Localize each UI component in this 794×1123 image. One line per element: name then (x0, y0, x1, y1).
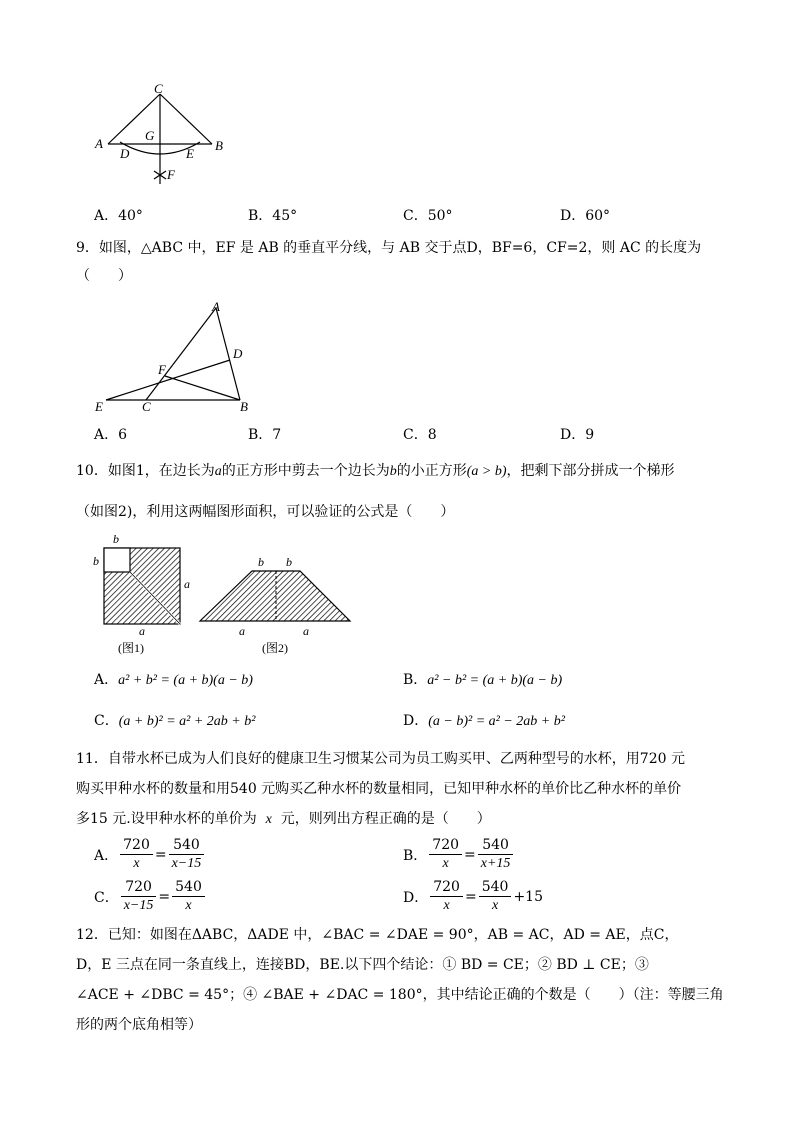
q12-text-line2: D，E 三点在同一条直线上，连接BD，BE.以下四个结论：① BD = CE；② BD ⊥ CE；③ (76, 957, 649, 973)
q10-option-d-formula: (a − b)² = a² − 2ab + b² (428, 714, 565, 729)
q8-label-d: D (120, 146, 130, 161)
q9-text-line2: （ ） (76, 268, 132, 284)
q11-option-b[interactable]: B． $\frac{720}{x}$ = $\frac{540}{x+15}$ (403, 837, 515, 872)
q8-label-a: A (95, 136, 103, 151)
q10-option-c[interactable]: C．(a + b)² = a² + 2ab + b² (94, 713, 256, 729)
q10-text-part4: ，把剩下部分拼成一个梯形 (506, 463, 675, 479)
q8-label-f: F (167, 167, 175, 182)
q11-text-line1: 11．自带水杯已成为人们良好的健康卫生习惯某公司为员工购买甲、乙两种型号的水杯，用720 元 (76, 751, 685, 767)
q9-label-a: A (212, 299, 220, 314)
q8-label-g: G (145, 128, 155, 143)
q10-figures (88, 528, 358, 658)
q9-label-c: C (142, 399, 151, 414)
q11-text-line2: 购买甲种水杯的数量和用540 元购买乙种水杯的数量相同，已知甲种水杯的单价比乙种水杯的单价 (76, 781, 682, 797)
q10-text-part3: 的小正方形 (396, 463, 467, 479)
q10-condition: (a > b) (466, 464, 507, 479)
q8-option-b[interactable]: B．45° (248, 208, 298, 224)
q9-option-d[interactable]: D．9 (560, 427, 595, 443)
q8-label-e: E (186, 146, 194, 161)
q10-fig2-caption: (图2) (262, 641, 288, 655)
q12-text-line1: 12．已知：如图在ΔABC，ΔADE 中，∠BAC = ∠DAE = 90°，AB = AC，AD = AE，点C， (76, 927, 679, 943)
q9-label-d: D (233, 346, 243, 361)
q10-option-d[interactable]: D．(a − b)² = a² − 2ab + b² (403, 713, 565, 729)
q10-text-part1: 10．如图1，在边长为 (76, 463, 215, 479)
q10-option-b-formula: a² − b² = (a + b)(a − b) (427, 673, 563, 688)
q9-option-a[interactable]: A．6 (94, 427, 128, 443)
q10-fig1-small-square (104, 548, 130, 572)
q9-line-ed (106, 360, 230, 400)
q10-var-a: a (214, 464, 222, 479)
q8-option-d[interactable]: D．60° (560, 208, 611, 224)
q10-var-b: b (389, 464, 397, 479)
q9-label-b: B (240, 399, 248, 414)
q10-fig2-label-top-left: b (258, 555, 264, 569)
q9-option-c[interactable]: C．8 (403, 427, 437, 443)
q8-label-c: C (154, 81, 163, 96)
q10-fig1-label-top: b (113, 532, 119, 546)
q10-text-line1 (76, 461, 675, 482)
q10-option-c-formula: (a + b)² = a² + 2ab + b² (118, 714, 256, 729)
q8-option-a[interactable]: A．40° (94, 208, 143, 224)
q11-text-line3: 多15 元.设甲种水杯的单价为 x 元，则列出方程正确的是（ ） (76, 811, 491, 827)
q11-option-a[interactable]: A． $\frac{720}{x}$ = $\frac{540}{x-15}$ (94, 837, 206, 872)
q9-option-b[interactable]: B．7 (248, 427, 282, 443)
q12-text-line3: ∠ACE + ∠DBC = 45°；④ ∠BAE + ∠DAC = 180°，其中结论正确的个数是（ ）（注：等腰三角 (76, 987, 724, 1003)
q10-fig2-label-bottom-left: a (239, 624, 245, 638)
q8-label-b: B (215, 138, 223, 153)
q9-line-ac (146, 308, 216, 400)
q11-option-c[interactable]: C． $\frac{720}{x-15}$ = $\frac{540}{x}$ (94, 879, 207, 914)
q10-fig1-caption: (图1) (118, 641, 144, 655)
q9-line-fb (165, 376, 240, 400)
q9-figure (88, 296, 258, 416)
q9-label-e: E (95, 399, 103, 414)
q10-option-b[interactable]: B．a² − b² = (a + b)(a − b) (403, 672, 563, 688)
q10-fig2-label-top-right: b (286, 555, 292, 569)
q11-option-d[interactable]: D． $\frac{720}{x}$ = $\frac{540}{x}$ +15 (403, 879, 543, 913)
q10-fig2-trapezoid (200, 571, 350, 621)
q10-text-part2: 的正方形中剪去一个边长为 (221, 463, 390, 479)
q8-figure (88, 80, 238, 192)
q10-fig1-label-bottom: a (139, 624, 145, 638)
q10-option-a-formula: a² + b² = (a + b)(a − b) (118, 673, 253, 688)
q8-line-bc (160, 94, 212, 144)
q9-label-f: F (158, 362, 166, 377)
q10-fig1-label-side: b (93, 554, 99, 568)
q12-text-line4: 形的两个底角相等） (76, 1017, 202, 1033)
q10-text-line2: （如图2)，利用这两幅图形面积，可以验证的公式是（ ） (76, 504, 455, 520)
q8-option-c[interactable]: C．50° (403, 208, 453, 224)
q11-var-x: x (265, 812, 272, 827)
q10-fig2-label-bottom-right: a (303, 624, 309, 638)
q9-text-line1: 9．如图，△ABC 中，EF 是 AB 的垂直平分线，与 AB 交于点D，BF=6，CF=2，则 AC 的长度为 (76, 240, 702, 256)
q10-fig1-label-right: a (184, 577, 190, 591)
q10-option-a[interactable]: A．a² + b² = (a + b)(a − b) (94, 672, 253, 688)
